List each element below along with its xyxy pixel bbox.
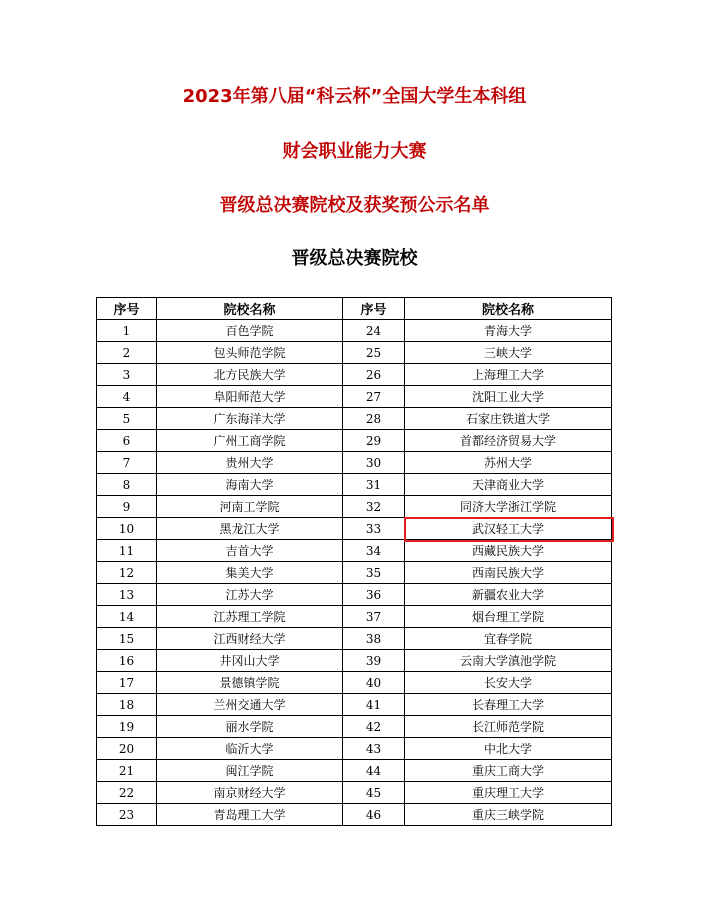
table-row bbox=[97, 496, 612, 518]
seq-cell: 13 bbox=[97, 584, 157, 606]
school-name-cell: 重庆三峡学院 bbox=[405, 804, 612, 826]
seq-cell: 36 bbox=[343, 584, 405, 606]
school-name-cell: 百色学院 bbox=[157, 320, 343, 342]
seq-cell: 12 bbox=[97, 562, 157, 584]
table-row bbox=[97, 474, 612, 496]
seq-cell: 18 bbox=[97, 694, 157, 716]
table-row bbox=[97, 716, 612, 738]
seq-cell: 40 bbox=[343, 672, 405, 694]
school-name-cell: 西南民族大学 bbox=[405, 562, 612, 584]
school-name-cell: 江苏理工学院 bbox=[157, 606, 343, 628]
seq-cell: 8 bbox=[97, 474, 157, 496]
school-name-cell: 江西财经大学 bbox=[157, 628, 343, 650]
table-row bbox=[97, 408, 612, 430]
table-row bbox=[97, 430, 612, 452]
table-row bbox=[97, 782, 612, 804]
school-name-cell: 苏州大学 bbox=[405, 452, 612, 474]
table-row bbox=[97, 386, 612, 408]
seq-cell: 27 bbox=[343, 386, 405, 408]
seq-cell: 17 bbox=[97, 672, 157, 694]
seq-cell: 33 bbox=[343, 518, 405, 540]
school-name-cell: 南京财经大学 bbox=[157, 782, 343, 804]
school-name-cell: 重庆理工大学 bbox=[405, 782, 612, 804]
seq-cell: 43 bbox=[343, 738, 405, 760]
school-name-cell: 集美大学 bbox=[157, 562, 343, 584]
seq-cell: 6 bbox=[97, 430, 157, 452]
seq-cell: 9 bbox=[97, 496, 157, 518]
school-name-cell: 长安大学 bbox=[405, 672, 612, 694]
seq-cell: 38 bbox=[343, 628, 405, 650]
seq-cell: 15 bbox=[97, 628, 157, 650]
seq-cell: 26 bbox=[343, 364, 405, 386]
school-name-cell: 云南大学滇池学院 bbox=[405, 650, 612, 672]
table-body bbox=[97, 320, 612, 826]
school-name-cell: 阜阳师范大学 bbox=[157, 386, 343, 408]
school-name-cell: 兰州交通大学 bbox=[157, 694, 343, 716]
school-name-cell: 井冈山大学 bbox=[157, 650, 343, 672]
school-name-cell: 首都经济贸易大学 bbox=[405, 430, 612, 452]
seq-cell: 7 bbox=[97, 452, 157, 474]
school-name-cell: 黑龙江大学 bbox=[157, 518, 343, 540]
seq-cell: 41 bbox=[343, 694, 405, 716]
table-row bbox=[97, 672, 612, 694]
seq-cell: 30 bbox=[343, 452, 405, 474]
school-name-cell: 上海理工大学 bbox=[405, 364, 612, 386]
school-name-cell: 北方民族大学 bbox=[157, 364, 343, 386]
school-name-cell: 烟台理工学院 bbox=[405, 606, 612, 628]
seq-cell: 37 bbox=[343, 606, 405, 628]
school-name-cell: 宜春学院 bbox=[405, 628, 612, 650]
seq-cell: 19 bbox=[97, 716, 157, 738]
seq-cell: 11 bbox=[97, 540, 157, 562]
table-row bbox=[97, 320, 612, 342]
seq-cell: 34 bbox=[343, 540, 405, 562]
header-school-right: 院校名称 bbox=[405, 298, 612, 320]
seq-cell: 14 bbox=[97, 606, 157, 628]
seq-cell: 39 bbox=[343, 650, 405, 672]
seq-cell: 21 bbox=[97, 760, 157, 782]
school-name-cell: 青海大学 bbox=[405, 320, 612, 342]
table-row bbox=[97, 452, 612, 474]
seq-cell: 24 bbox=[343, 320, 405, 342]
table-row bbox=[97, 738, 612, 760]
school-name-cell: 广州工商学院 bbox=[157, 430, 343, 452]
table-row bbox=[97, 518, 612, 540]
seq-cell: 25 bbox=[343, 342, 405, 364]
school-name-cell: 中北大学 bbox=[405, 738, 612, 760]
school-name-cell: 景德镇学院 bbox=[157, 672, 343, 694]
school-name-cell: 海南大学 bbox=[157, 474, 343, 496]
seq-cell: 32 bbox=[343, 496, 405, 518]
title-line-3: 晋级总决赛院校及获奖预公示名单 bbox=[219, 195, 490, 216]
seq-cell: 20 bbox=[97, 738, 157, 760]
table-row bbox=[97, 364, 612, 386]
table-row bbox=[97, 760, 612, 782]
seq-cell: 35 bbox=[343, 562, 405, 584]
school-name-cell: 闽江学院 bbox=[157, 760, 343, 782]
title-line-1: 2023年第八届“科云杯”全国大学生本科组 bbox=[182, 86, 527, 107]
header-school-left: 院校名称 bbox=[157, 298, 343, 320]
seq-cell: 42 bbox=[343, 716, 405, 738]
table-row bbox=[97, 804, 612, 826]
title-line-2: 财会职业能力大赛 bbox=[282, 141, 427, 162]
seq-cell: 31 bbox=[343, 474, 405, 496]
school-name-cell: 天津商业大学 bbox=[405, 474, 612, 496]
school-name-cell: 石家庄铁道大学 bbox=[405, 408, 612, 430]
school-name-cell: 丽水学院 bbox=[157, 716, 343, 738]
table-row bbox=[97, 562, 612, 584]
seq-cell: 2 bbox=[97, 342, 157, 364]
table-row bbox=[97, 650, 612, 672]
seq-cell: 23 bbox=[97, 804, 157, 826]
seq-cell: 5 bbox=[97, 408, 157, 430]
table-row bbox=[97, 606, 612, 628]
finalist-table bbox=[96, 297, 612, 826]
section-title: 晋级总决赛院校 bbox=[291, 248, 418, 269]
school-name-cell: 青岛理工大学 bbox=[157, 804, 343, 826]
school-name-cell: 贵州大学 bbox=[157, 452, 343, 474]
school-name-cell: 长春理工大学 bbox=[405, 694, 612, 716]
school-name-cell: 广东海洋大学 bbox=[157, 408, 343, 430]
table-row bbox=[97, 628, 612, 650]
table-row bbox=[97, 584, 612, 606]
school-name-cell: 河南工学院 bbox=[157, 496, 343, 518]
school-name-cell: 临沂大学 bbox=[157, 738, 343, 760]
seq-cell: 45 bbox=[343, 782, 405, 804]
school-name-cell: 西藏民族大学 bbox=[405, 540, 612, 562]
table-header-row bbox=[97, 298, 612, 320]
seq-cell: 46 bbox=[343, 804, 405, 826]
seq-cell: 16 bbox=[97, 650, 157, 672]
seq-cell: 3 bbox=[97, 364, 157, 386]
header-seq-left: 序号 bbox=[97, 298, 157, 320]
header-seq-right: 序号 bbox=[343, 298, 405, 320]
table-row bbox=[97, 540, 612, 562]
seq-cell: 10 bbox=[97, 518, 157, 540]
table-row bbox=[97, 342, 612, 364]
school-name-cell: 江苏大学 bbox=[157, 584, 343, 606]
seq-cell: 4 bbox=[97, 386, 157, 408]
table-row bbox=[97, 694, 612, 716]
seq-cell: 1 bbox=[97, 320, 157, 342]
seq-cell: 44 bbox=[343, 760, 405, 782]
school-name-cell: 三峡大学 bbox=[405, 342, 612, 364]
seq-cell: 22 bbox=[97, 782, 157, 804]
school-name-cell: 新疆农业大学 bbox=[405, 584, 612, 606]
school-name-cell: 长江师范学院 bbox=[405, 716, 612, 738]
school-name-cell: 重庆工商大学 bbox=[405, 760, 612, 782]
school-name-cell: 武汉轻工大学 bbox=[405, 518, 612, 540]
school-name-cell: 包头师范学院 bbox=[157, 342, 343, 364]
seq-cell: 29 bbox=[343, 430, 405, 452]
seq-cell: 28 bbox=[343, 408, 405, 430]
school-name-cell: 吉首大学 bbox=[157, 540, 343, 562]
school-name-cell: 同济大学浙江学院 bbox=[405, 496, 612, 518]
school-name-cell: 沈阳工业大学 bbox=[405, 386, 612, 408]
